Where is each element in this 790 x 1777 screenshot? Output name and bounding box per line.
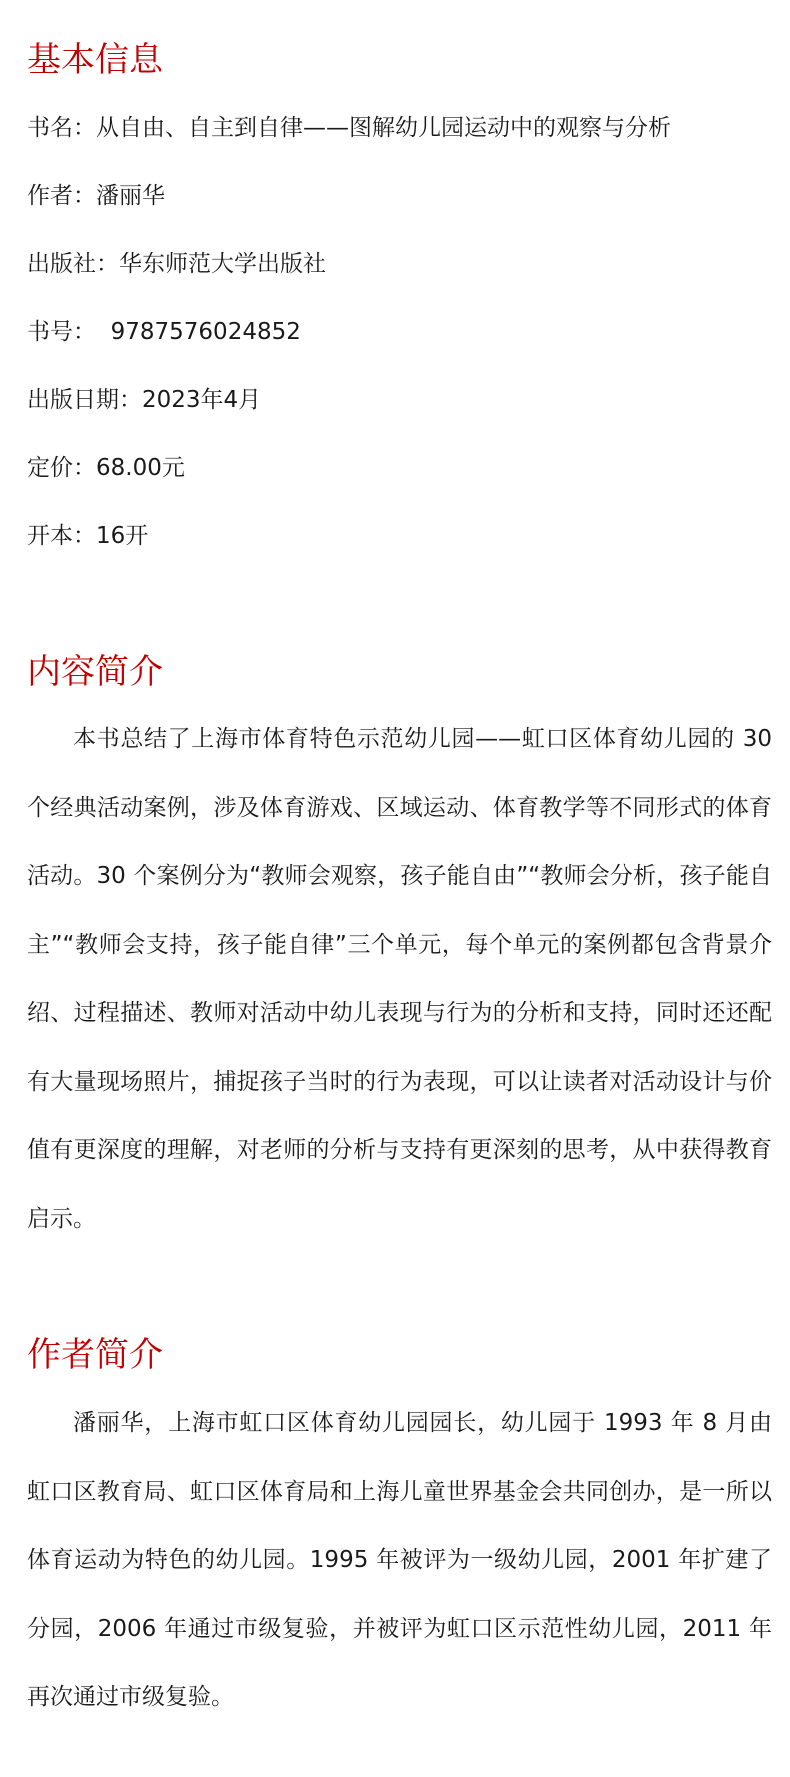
- content-intro-paragraph: 本书总结了上海市体育特色示范幼儿园——虹口区体育幼儿园的 30 个经典活动案例，涉及体育游戏、区域运动、体育教学等不同形式的体育活动。30 个案例分为“教师会观察，孩子能自由”“教师会分析，孩子能自主”“教师会支持，孩子能自律”三个单元，每个单元的案例都包含背景介绍、过程描述、教师对活动中幼儿表现与行为的分析和支持，同时还还配有大量现场照片，捕捉孩子当时的行为表现，可以让读者对活动设计与价值有更深度的理解，对老师的分析与支持有更深刻的思考，从中获得教育启示。: [27, 726, 772, 1232]
- basic-info-heading: 基本信息: [27, 40, 163, 80]
- content-intro-heading: 内容简介: [27, 652, 163, 692]
- book-title-line: 书名：从自由、自主到自律——图解幼儿园运动中的观察与分析: [27, 115, 671, 141]
- isbn-line: 书号： 9787576024852: [27, 319, 301, 345]
- publish-date-line: 出版日期：2023年4月: [27, 387, 262, 413]
- format-line: 开本：16开: [27, 523, 149, 549]
- author-intro-paragraph: 潘丽华，上海市虹口区体育幼儿园园长，幼儿园于 1993 年 8 月由虹口区教育局、虹口区体育局和上海儿童世界基金会共同创办，是一所以体育运动为特色的幼儿园。1995 年被评为一级幼儿园，2001 年扩建了分园，2006 年通过市级复验，并被评为虹口区示范性幼儿园，2011 年再次通过市级复验。: [27, 1410, 772, 1710]
- price-line: 定价：68.00元: [27, 455, 185, 481]
- author-intro-heading: 作者简介: [27, 1335, 163, 1375]
- author-line: 作者：潘丽华: [27, 183, 165, 209]
- publisher-line: 出版社：华东师范大学出版社: [27, 251, 326, 277]
